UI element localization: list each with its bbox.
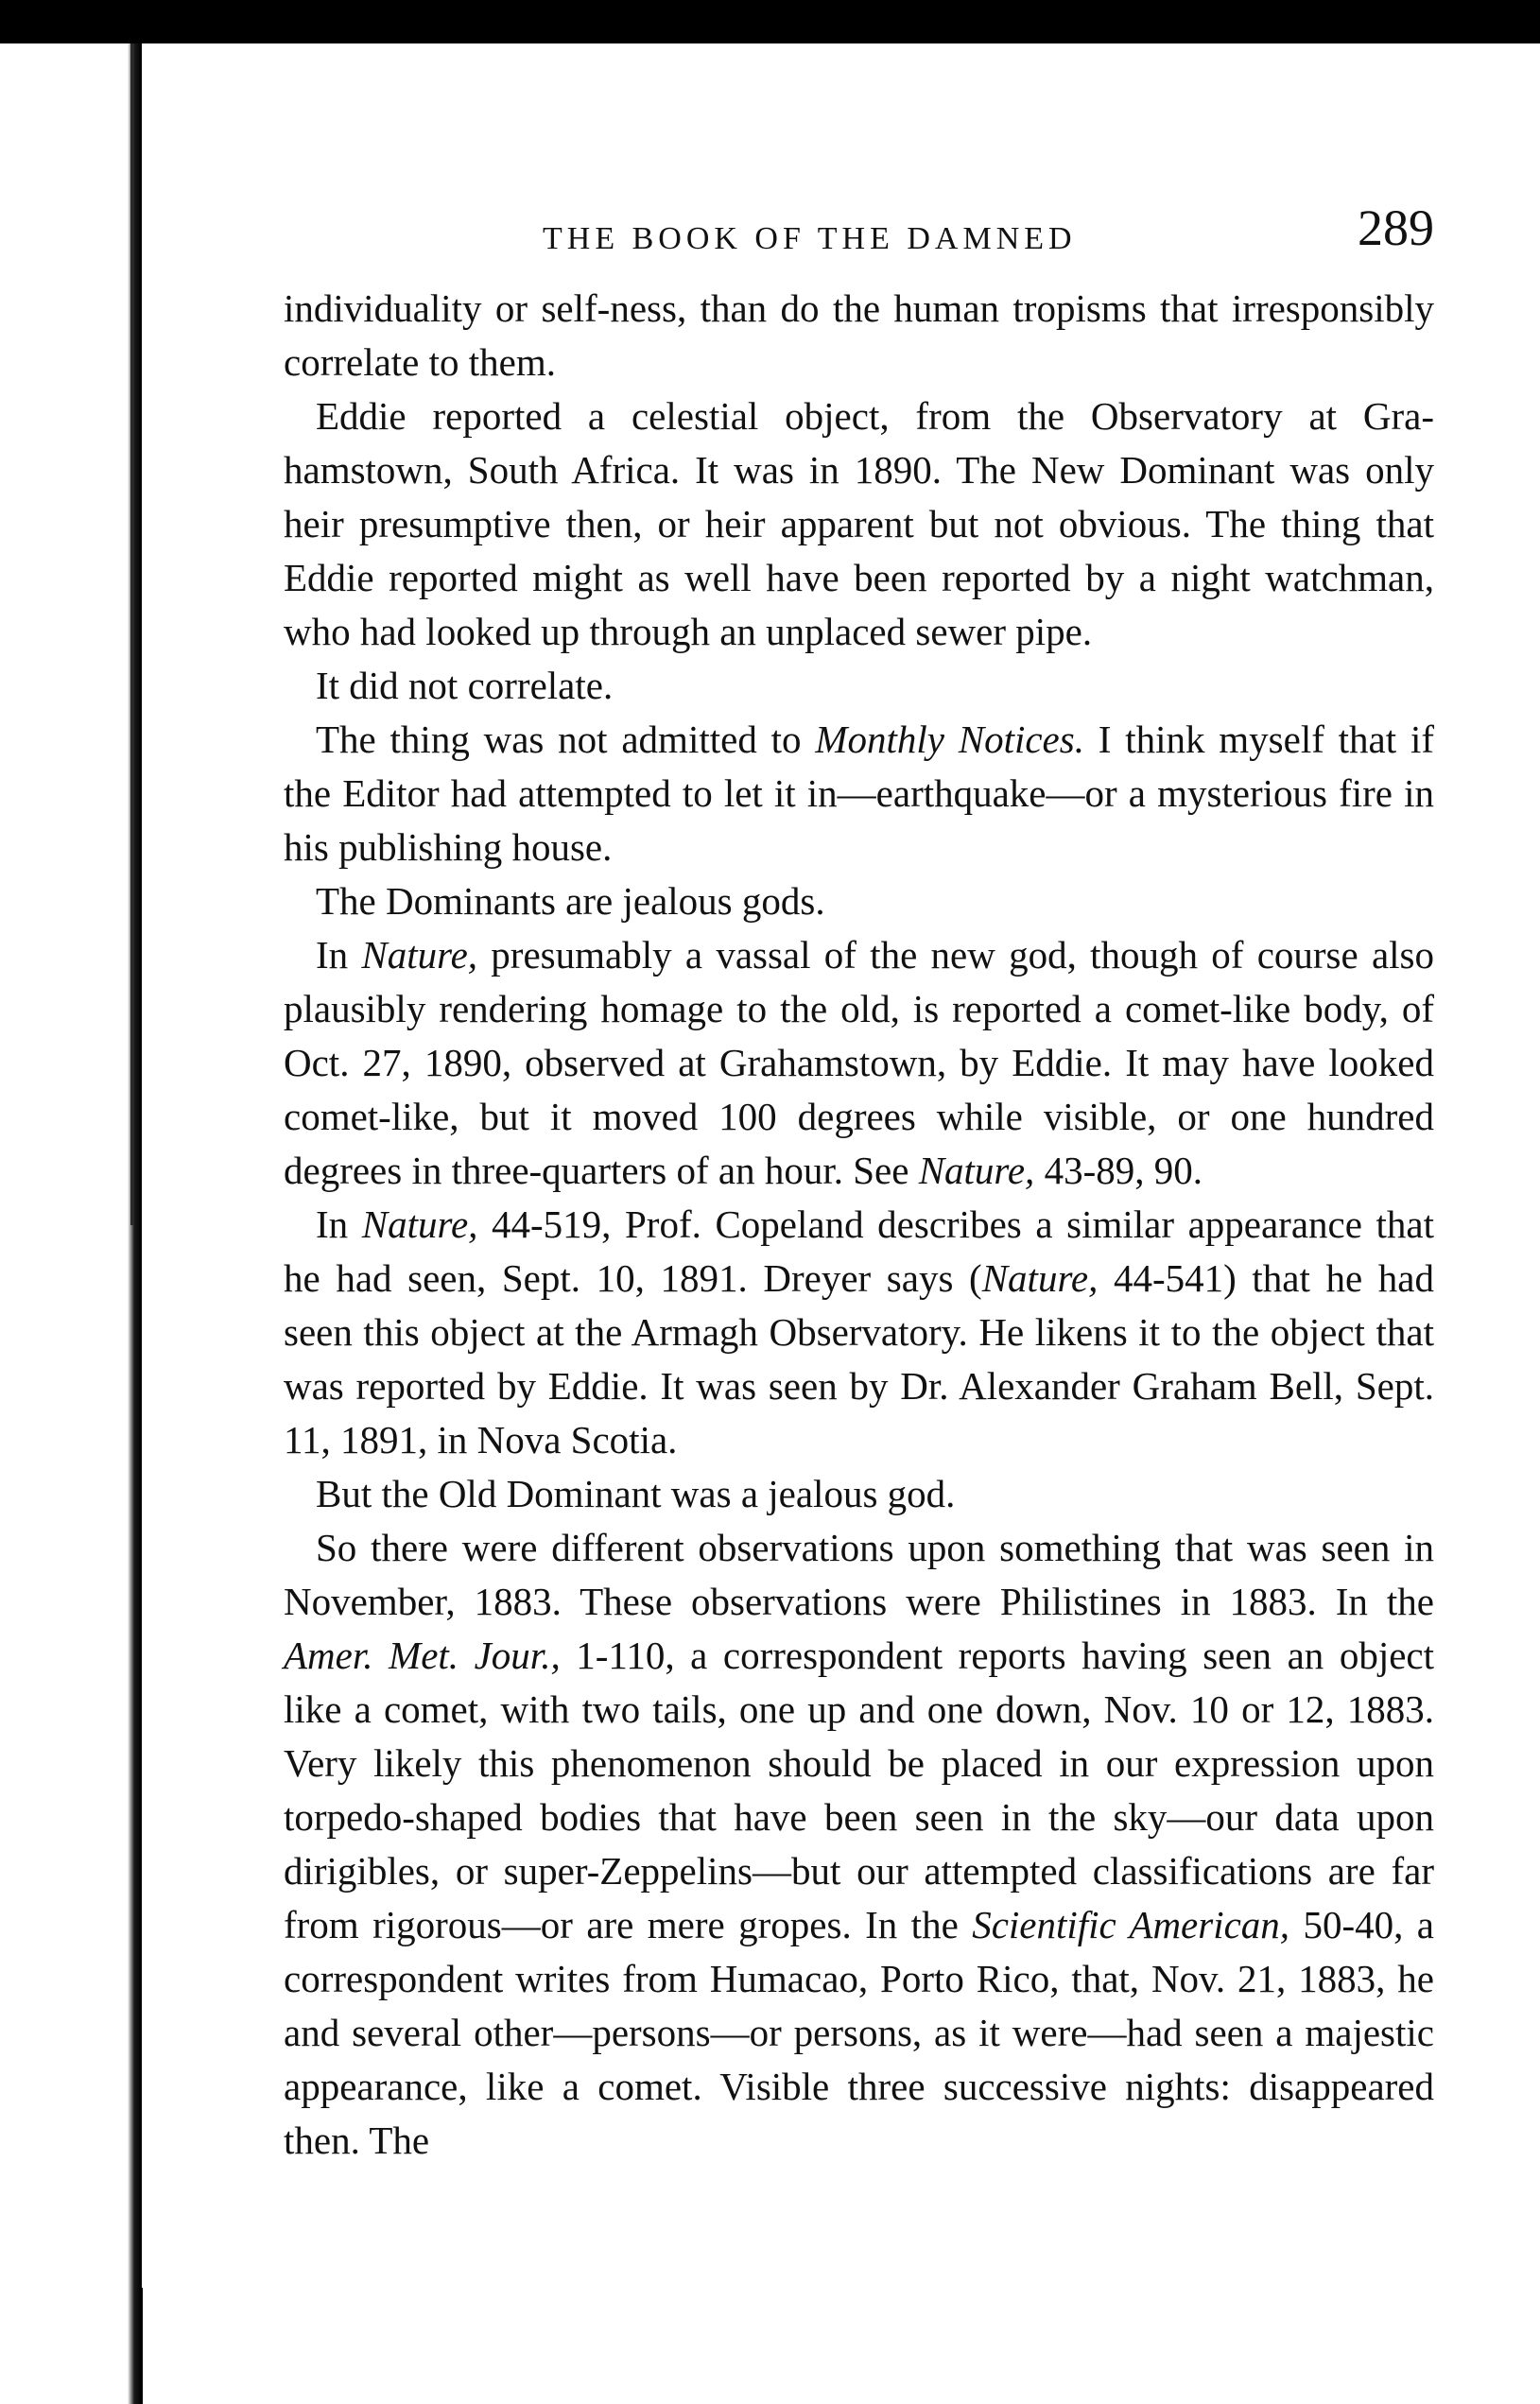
text-run: In bbox=[316, 933, 362, 977]
page-header bbox=[286, 193, 1434, 278]
paragraph bbox=[284, 659, 1434, 713]
paragraph bbox=[284, 874, 1434, 928]
paragraph bbox=[284, 928, 1434, 1198]
paragraph bbox=[284, 282, 1434, 389]
text-run: So there were different observations upon something that was seen in November, 1883. These observations were Philistines in 1883. In the bbox=[284, 1526, 1434, 1623]
text-run: 44-519, Prof. Copeland describes a similar appearance that he had seen, Sept. 10, 1891. Dreyer says ( bbox=[284, 1202, 1435, 1300]
text-run: But the Old Dominant was a jealous god. bbox=[316, 1472, 956, 1515]
text-run: Eddie reported a celestial object, from the Observatory at Grahamstown, South Africa. It was in 1890. The New Dominant was only heir presumptive then, or heir apparent but not obvious. The thing that Eddie reported might as well have been reported by a night watchman, who had looked up through an unplaced sewer pipe. bbox=[284, 394, 1434, 653]
paragraph bbox=[284, 1198, 1434, 1467]
text-run: The Dominants are jealous gods. bbox=[316, 879, 825, 923]
italic-citation: Scientific American, bbox=[972, 1903, 1290, 1946]
text-run: 43-89, 90. bbox=[1034, 1149, 1203, 1192]
book-binding-shadow bbox=[0, 43, 142, 2404]
text-run: 44-541) that he had seen this object at the Armagh Observatory. He likens it to the object that was reported by Eddie. It was seen by Dr. Alexander Graham Bell, Sept. 11, 1891, in Nova Scotia. bbox=[284, 1256, 1434, 1461]
text-run: The thing was not admitted to bbox=[316, 718, 816, 761]
text-run: 50-40, a correspondent writes from Humacao, Porto Rico, that, Nov. 21, 1883, he and several other—persons—or persons, as it were—had seen a majestic appearance, like a comet. Visible three successive nights: disappeared then. The bbox=[284, 1903, 1434, 2162]
page-edge-rule bbox=[140, 2288, 143, 2404]
page-number: 289 bbox=[1358, 199, 1434, 256]
italic-citation: Nature, bbox=[981, 1256, 1099, 1300]
paragraph bbox=[284, 713, 1434, 874]
text-run: 1-110, a correspondent reports having seen an object like a comet, with two tails, one up and one down, Nov. 10 or 12, 1883. Very likely this phenomenon should be placed in our expression upon torpedo-shaped bodies that have been seen in the sky—our data upon dirigibles, or super-Zeppelins—but our attempted classifications are far from rigorous—or are mere gropes. In the bbox=[284, 1634, 1434, 1946]
italic-citation: Nature, bbox=[918, 1149, 1035, 1192]
italic-citation: Nature, bbox=[361, 1202, 478, 1246]
text-run: individuality or self-ness, than do the human tropisms that irresponsibly correlate to them. bbox=[284, 286, 1434, 384]
text-run: presumably a vassal of the new god, though of course also plausibly rendering homage to the old, is reported a comet-like body, of Oct. 27, 1890, observed at Grahamstown, by Eddie. It may have looked comet-like, but it moved 100 degrees while visible, or one hundred degrees in three-quarters of an hour. See bbox=[284, 933, 1434, 1192]
text-run: It did not correlate. bbox=[316, 664, 614, 707]
paragraph bbox=[284, 1467, 1434, 1521]
italic-citation: Monthly Notices. bbox=[815, 718, 1084, 761]
scan-top-border bbox=[0, 0, 1540, 43]
paragraph bbox=[284, 1521, 1434, 2168]
running-head: THE BOOK OF THE DAMNED bbox=[543, 221, 1077, 256]
italic-citation: Amer. Met. Jour., bbox=[284, 1634, 561, 1677]
paragraph bbox=[284, 389, 1434, 659]
italic-citation: Nature, bbox=[361, 933, 478, 977]
text-run: I think myself that if the Editor had attempted to let it in—earthquake—or a mysterious fire in his publishing house. bbox=[284, 718, 1434, 869]
body-text bbox=[284, 282, 1434, 2168]
text-run: In bbox=[316, 1202, 362, 1246]
